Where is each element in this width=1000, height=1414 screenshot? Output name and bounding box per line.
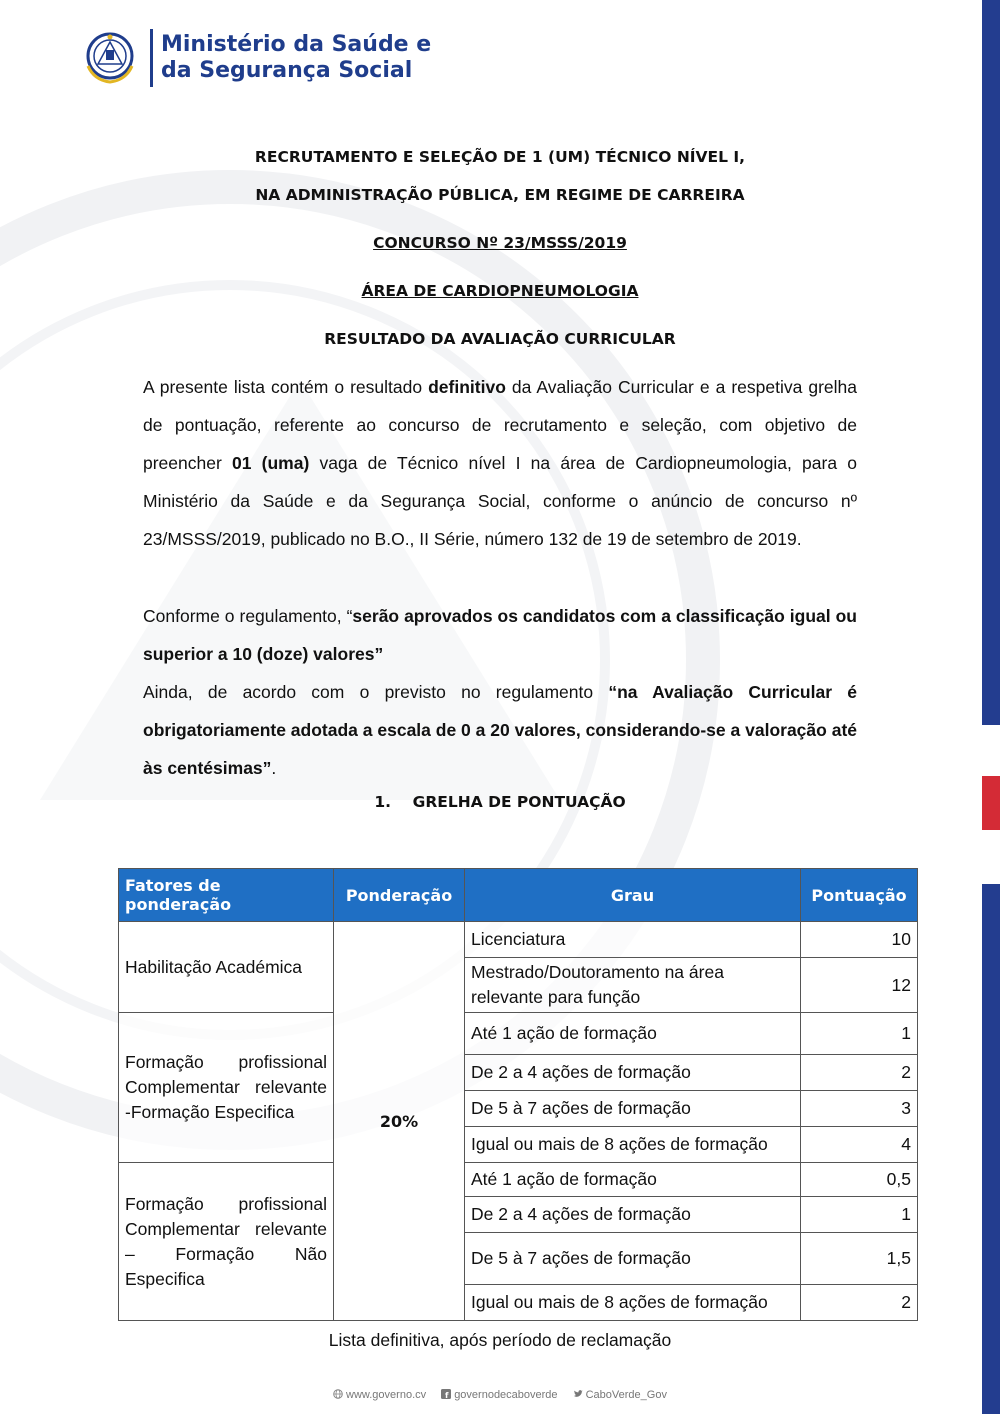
weight-value: 20%	[334, 922, 465, 1321]
scoring-grid-table	[118, 868, 918, 1321]
intro-text-2: da Avaliação Curricular e a respetiva grelha de pontuação, referente ao concurso de recrutamento e seleção, com objetivo de preencher	[143, 377, 857, 473]
score-cell: 12	[801, 958, 918, 1013]
factor-academic: Habilitação Académica	[119, 922, 334, 1013]
header-factors: Fatores de ponderação	[119, 869, 334, 922]
regulation-bold-approval: serão aprovados os candidatos com a classificação igual ou superior a 10 (doze) valores”	[143, 606, 857, 664]
score-cell: 0,5	[801, 1163, 918, 1197]
score-cell: 4	[801, 1127, 918, 1163]
score-cell: 3	[801, 1091, 918, 1127]
ministry-header	[80, 28, 431, 88]
grade-cell: De 2 a 4 ações de formação	[465, 1197, 801, 1233]
grade-cell: Até 1 ação de formação	[465, 1163, 801, 1197]
regulation-text-1: Conforme o regulamento, “	[143, 606, 353, 626]
score-cell: 1	[801, 1013, 918, 1055]
result-title: RESULTADO DA AVALIAÇÃO CURRICULAR	[324, 330, 676, 348]
facebook-icon	[441, 1389, 451, 1399]
definitive-list-note: Lista definitiva, após período de reclamação	[328, 1330, 672, 1350]
header-score: Pontuação	[801, 869, 918, 922]
footer-facebook-text: governodecaboverde	[454, 1389, 558, 1401]
footer-website-text: www.governo.cv	[346, 1389, 427, 1401]
grade-cell: Mestrado/Doutoramento na área relevante para função	[465, 958, 801, 1013]
ministry-name-line1: Ministério da Saúde e	[161, 32, 432, 57]
table-header-row	[119, 869, 918, 922]
area-title: ÁREA DE CARDIOPNEUMOLOGIA	[361, 282, 639, 300]
footer-facebook-link[interactable]	[441, 1389, 560, 1401]
grade-cell: De 5 à 7 ações de formação	[465, 1091, 801, 1127]
header-weight: Ponderação	[334, 869, 465, 922]
score-cell: 10	[801, 922, 918, 958]
section-title: GRELHA DE PONTUAÇÃO	[412, 793, 626, 811]
ministry-name	[161, 32, 431, 84]
footer-website-link[interactable]	[333, 1389, 429, 1401]
table-row	[119, 922, 918, 958]
header-grade: Grau	[465, 869, 801, 922]
section-heading	[100, 793, 900, 811]
grade-cell: Igual ou mais de 8 ações de formação	[465, 1127, 801, 1163]
title-line-1: RECRUTAMENTO E SELEÇÃO DE 1 (UM) TÉCNICO NÍVEL I,	[254, 148, 746, 166]
table-row	[119, 1163, 918, 1197]
grade-cell: De 5 à 7 ações de formação	[465, 1233, 801, 1285]
header-divider	[150, 29, 153, 87]
score-cell: 1	[801, 1197, 918, 1233]
section-number: 1.	[374, 793, 391, 811]
side-stripe-blue-top	[982, 0, 1000, 725]
factor-nonspecific-training: Formação profissional Complementar relevante – Formação Não Especifica	[119, 1163, 334, 1321]
svg-text:f: f	[445, 1391, 449, 1399]
grade-cell: De 2 a 4 ações de formação	[465, 1055, 801, 1091]
footer-links	[0, 1389, 1000, 1401]
title-line-2: NA ADMINISTRAÇÃO PÚBLICA, EM REGIME DE CARREIRA	[255, 186, 745, 204]
side-stripe-red	[982, 776, 1000, 830]
intro-text-1: A presente lista contém o resultado	[143, 377, 429, 397]
regulation-text-3: .	[271, 758, 277, 778]
footer-twitter-text: CaboVerde_Gov	[585, 1389, 667, 1401]
regulation-paragraph	[143, 597, 857, 787]
score-cell: 2	[801, 1285, 918, 1321]
grade-cell: Licenciatura	[465, 922, 801, 958]
intro-bold-definitivo: definitivo	[428, 377, 506, 397]
side-stripe-blue-bottom	[982, 884, 1000, 1414]
intro-text-3: vaga de Técnico nível I na área de Cardiopneumologia, para o Ministério da Saúde e da Segurança Social, conforme o anúncio de concurso nº 23/MSSS/2019, publicado no B.O., II Série, número 132 de 19 de setembro de 2019.	[143, 453, 858, 549]
score-cell: 2	[801, 1055, 918, 1091]
ministry-name-line2: da Segurança Social	[161, 58, 413, 83]
national-emblem-icon	[80, 28, 140, 88]
factor-specific-training: Formação profissional Complementar relevante -Formação Especifica	[119, 1013, 334, 1163]
globe-icon	[333, 1389, 343, 1399]
intro-paragraph	[143, 368, 857, 558]
footer-twitter-link[interactable]	[573, 1389, 667, 1401]
grade-cell: Igual ou mais de 8 ações de formação	[465, 1285, 801, 1321]
regulation-bold-scale: “na Avaliação Curricular é obrigatoriamente adotada a escala de 0 a 20 valores, considerando-se a valoração até às centésimas”	[143, 682, 858, 778]
table-row	[119, 1013, 918, 1055]
regulation-text-2: Ainda, de acordo com o previsto no regulamento	[143, 682, 609, 702]
twitter-bird-icon	[573, 1389, 583, 1399]
contest-number: CONCURSO Nº 23/MSSS/2019	[373, 234, 627, 252]
grade-cell: Até 1 ação de formação	[465, 1013, 801, 1055]
intro-bold-vagas: 01 (uma)	[232, 453, 310, 473]
score-cell: 1,5	[801, 1233, 918, 1285]
